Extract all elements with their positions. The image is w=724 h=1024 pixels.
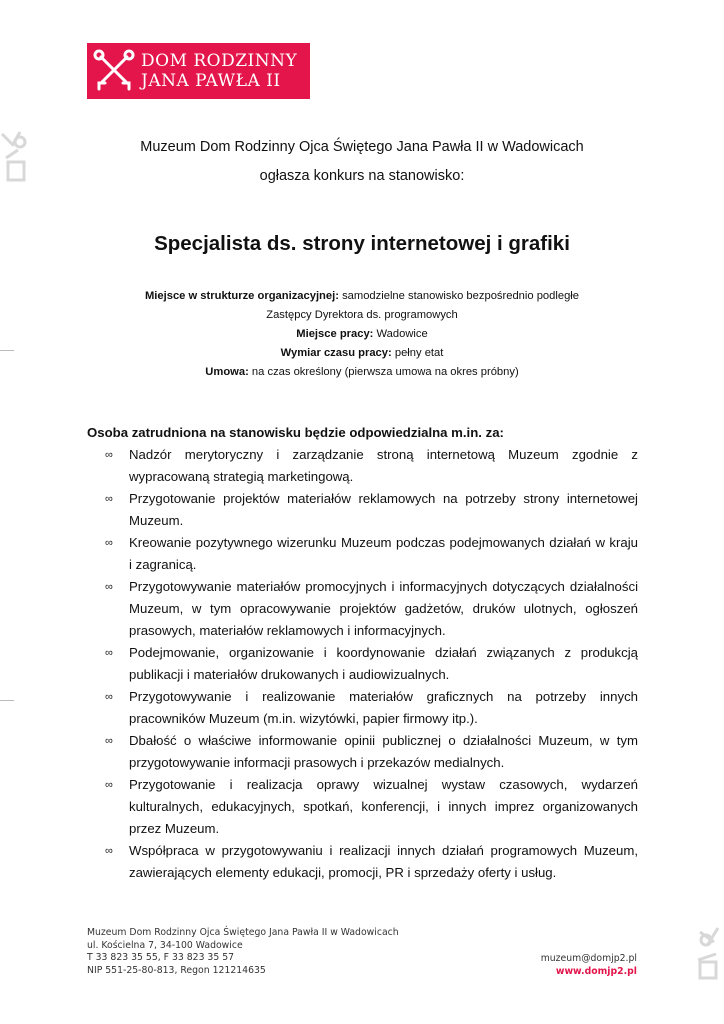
contract-row [90,363,634,382]
intro-block [0,133,724,191]
footer-email-link[interactable]: muzeum@domjp2.pl [540,953,637,964]
duties-heading: Osoba zatrudniona na stanowisku będzie odpowiedzialna m.in. za: [87,425,504,440]
duty-text: Dbałość o właściwe informowanie opinii publicznej o działalności Muzeum, w tym przygotowywanie informacji prasowych i przekazów medialnych. [129,733,638,770]
contract-value: na czas określony (pierwsza umowa na okres próbny) [251,366,519,378]
fold-mark [0,350,14,351]
duty-text: Kreowanie pozytywnego wizerunku Muzeum podczas podejmowanych działań w kraju i zagranicą. [129,535,638,572]
logo-line-1: DOM RODZINNY [141,51,298,71]
duty-text: Przygotowanie i realizacja oprawy wizualnej wystaw czasowych, wydarzeń kulturalnych, edukacyjnych, spotkań, konferencji, i innych imprez organizowanych przez Muzeum. [129,777,638,836]
contract-label: Umowa: [205,366,249,378]
infinity-bullet-icon: ∞ [105,647,113,659]
structure-label: Miejsce w strukturze organizacyjnej: [144,290,339,302]
duties-list [105,444,638,884]
infinity-bullet-icon: ∞ [105,845,113,857]
place-label: Miejsce pracy: [296,328,374,340]
duty-item [105,840,638,884]
footer-line-1: Muzeum Dom Rodzinny Ojca Świętego Jana Pawła II w Wadowicach [87,927,399,938]
logo-text [141,51,297,91]
infinity-bullet-icon: ∞ [105,581,113,593]
structure-row [90,287,634,306]
duty-item [105,576,638,642]
duty-item [105,774,638,840]
time-label: Wymiar czasu pracy: [280,347,392,359]
footer-contact [541,953,637,978]
place-value: Wadowice [376,328,428,340]
infinity-bullet-icon: ∞ [105,449,113,461]
infinity-bullet-icon: ∞ [105,735,113,747]
structure-value-cont: Zastępcy Dyrektora ds. programowych [266,309,458,321]
structure-value: samodzielne stanowisko bezpośrednio podległe [342,290,580,302]
museum-logo [87,43,310,99]
duty-text: Przygotowanie projektów materiałów reklamowych na potrzeby strony internetowej Muzeum. [129,491,638,528]
infinity-bullet-icon: ∞ [105,493,113,505]
time-value: pełny etat [394,347,444,359]
footer-address [87,927,399,977]
footer-line-3: T 33 823 35 55, F 33 823 35 57 [87,952,235,964]
duty-text: Przygotowywanie i realizowanie materiałów graficznych na potrzeby innych pracowników Muzeum (m.in. wizytówki, papier firmowy itp.). [129,689,638,726]
place-row [90,325,634,344]
footer-line-2: ul. Kościelna 7, 34-100 Wadowice [87,939,243,951]
key-watermark-icon [694,926,724,984]
infinity-bullet-icon: ∞ [105,779,113,791]
crossed-keys-icon [91,43,137,99]
footer-website-link[interactable]: www.domjp2.pl [555,965,637,977]
infinity-bullet-icon: ∞ [105,691,113,703]
duty-text: Współpraca w przygotowywaniu i realizacji innych działań programowych Muzeum, zawierających elementy edukacji, promocji, PR i sprzedaży oferty i usług. [129,843,638,880]
duty-text: Przygotowywanie materiałów promocyjnych i informacyjnych dotyczących działalności Muzeum, w tym opracowywanie projektów gadżetów, druków ulotnych, ogłoszeń prasowych, materiałów reklamowych i informacyjnych. [129,579,638,638]
logo-line-2: JANA PAWŁA II [141,71,281,91]
fold-mark [0,700,14,701]
intro-line-1: Muzeum Dom Rodzinny Ojca Świętego Jana Pawła II w Wadowicach [140,139,584,155]
position-title: Specjalista ds. strony internetowej i grafiki [154,232,570,255]
intro-line-2: ogłasza konkurs na stanowisko: [259,168,465,184]
position-details [90,287,634,382]
duty-item [105,686,638,730]
duty-item [105,532,638,576]
footer-line-4: NIP 551-25-80-813, Regon 121214635 [87,964,266,976]
duty-item [105,488,638,532]
duty-text: Nadzór merytoryczny i zarządzanie stroną internetową Muzeum zgodnie z wypracowaną strategią marketingową. [129,447,638,484]
infinity-bullet-icon: ∞ [105,537,113,549]
time-row [90,344,634,363]
duty-item [105,444,638,488]
duty-item [105,730,638,774]
duty-text: Podejmowanie, organizowanie i koordynowanie działań związanych z produkcją publikacji i materiałów drukowanych i audiowizualnych. [129,645,638,682]
duty-item [105,642,638,686]
